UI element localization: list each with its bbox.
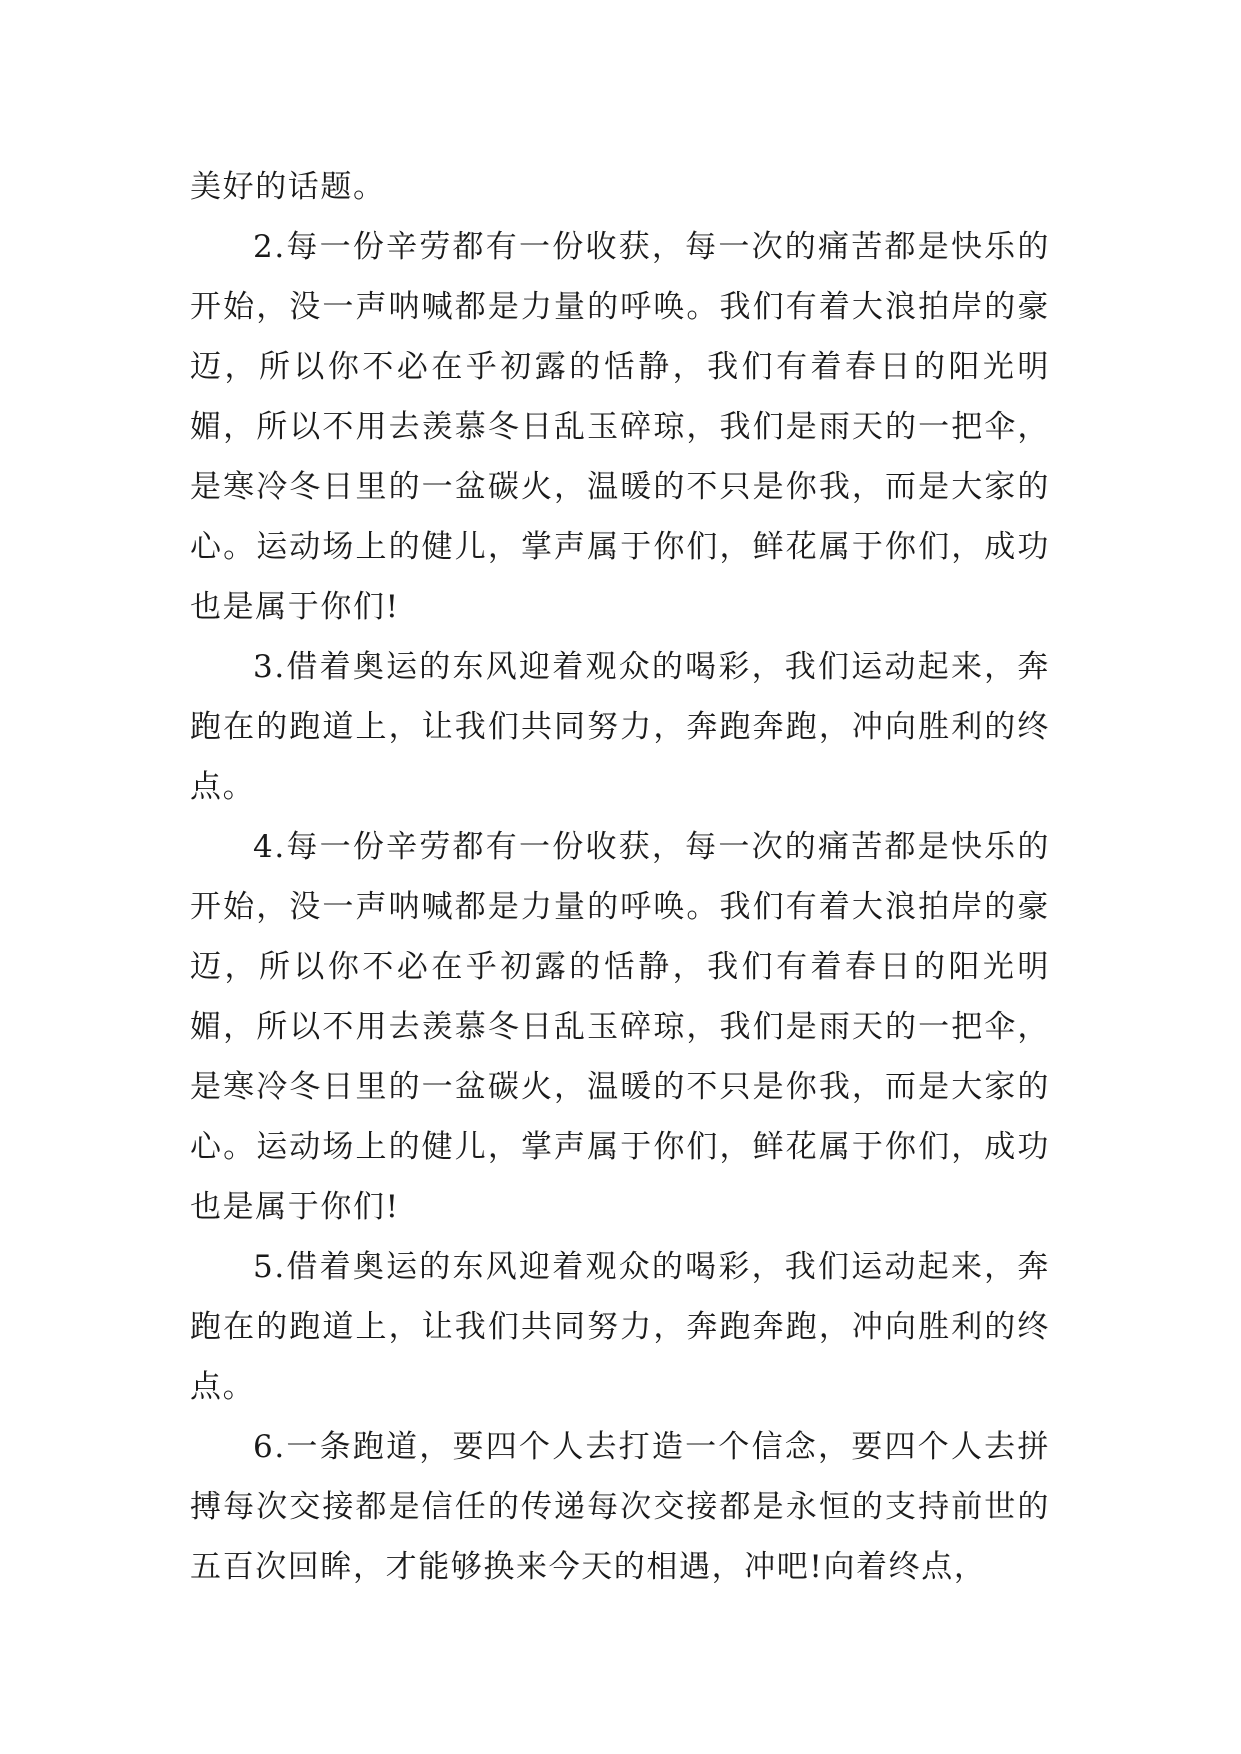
paragraph-item-5: 5.借着奥运的东风迎着观众的喝彩，我们运动起来，奔跑在的跑道上，让我们共同努力，奔跑奔跑，冲向胜利的终点。 bbox=[190, 1249, 1050, 1405]
paragraph-continuation: 美好的话题。 bbox=[190, 169, 386, 205]
document-body bbox=[190, 157, 1050, 1597]
paragraph-item-4: 4.每一份辛劳都有一份收获，每一次的痛苦都是快乐的开始，没一声呐喊都是力量的呼唤。我们有着大浪拍岸的豪迈，所以你不必在乎初露的恬静，我们有着春日的阳光明媚，所以不用去羡慕冬日乱玉碎琼，我们是雨天的一把伞，是寒冷冬日里的一盆碳火，温暖的不只是你我，而是大家的心。运动场上的健儿，掌声属于你们，鲜花属于你们，成功也是属于你们! bbox=[190, 829, 1050, 1225]
paragraph-item-2: 2.每一份辛劳都有一份收获，每一次的痛苦都是快乐的开始，没一声呐喊都是力量的呼唤。我们有着大浪拍岸的豪迈，所以你不必在乎初露的恬静，我们有着春日的阳光明媚，所以不用去羡慕冬日乱玉碎琼，我们是雨天的一把伞，是寒冷冬日里的一盆碳火，温暖的不只是你我，而是大家的心。运动场上的健儿，掌声属于你们，鲜花属于你们，成功也是属于你们! bbox=[190, 229, 1050, 625]
paragraph-item-3: 3.借着奥运的东风迎着观众的喝彩，我们运动起来，奔跑在的跑道上，让我们共同努力，奔跑奔跑，冲向胜利的终点。 bbox=[190, 649, 1050, 805]
paragraph-item-6: 6.一条跑道，要四个人去打造一个信念，要四个人去拼搏每次交接都是信任的传递每次交接都是永恒的支持前世的五百次回眸，才能够换来今天的相遇，冲吧!向着终点， bbox=[190, 1429, 1050, 1585]
